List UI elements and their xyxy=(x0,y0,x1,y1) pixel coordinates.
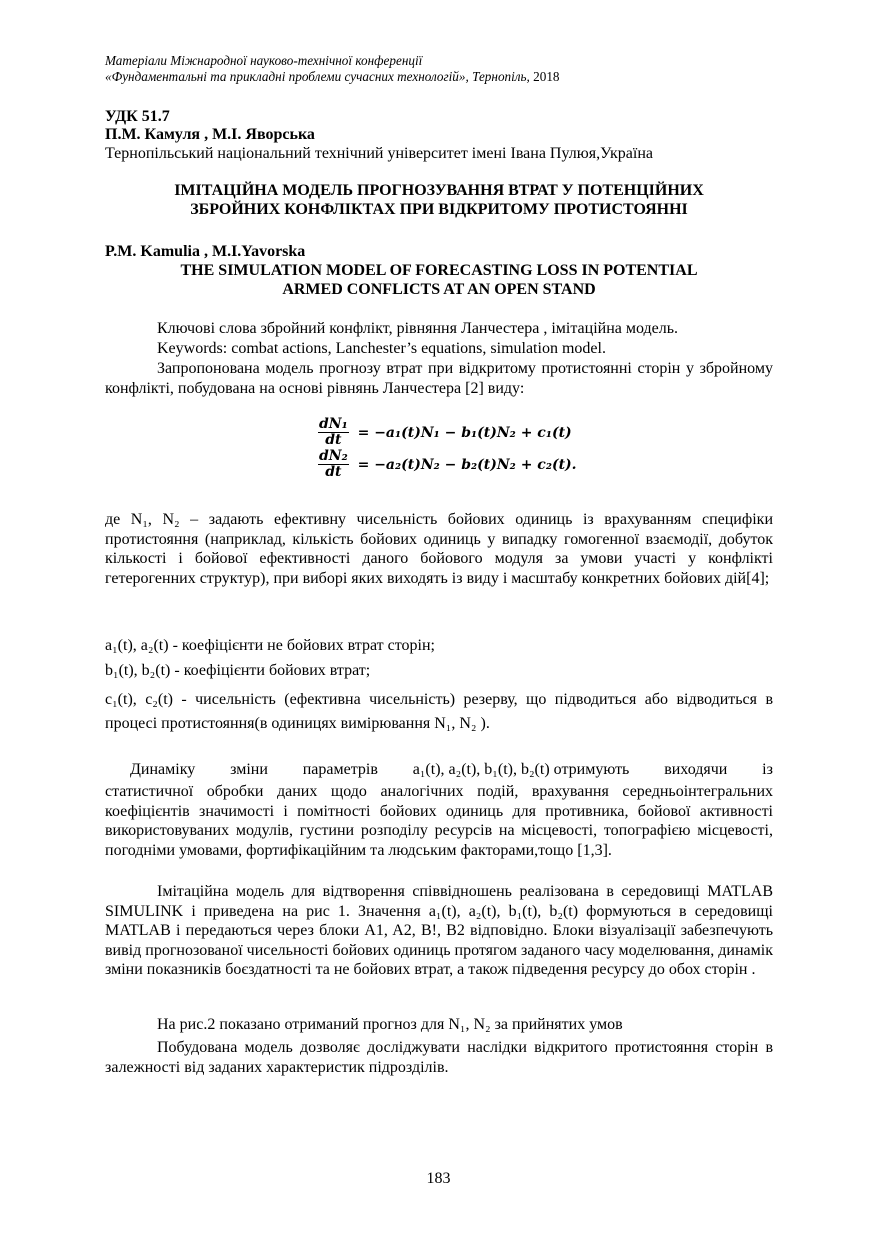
dynamics-first-line xyxy=(130,760,773,780)
dynamics-word-3: параметрів xyxy=(302,761,378,778)
conference-header-line1: Матеріали Міжнародної науково-технічної конференції xyxy=(105,53,423,68)
keywords-ukrainian: Ключові слова збройний конфлікт, рівняння Ланчестера , імітаційна модель. xyxy=(157,320,679,337)
dynamics-word-1: Динаміку xyxy=(130,761,196,778)
title-english-line2: ARMED CONFLICTS AT AN OPEN STAND xyxy=(282,281,596,298)
title-english-line1: THE SIMULATION MODEL OF FORECASTING LOSS IN POTENTIAL xyxy=(180,262,698,279)
equation-2-rhs: = −a₂(t)N₂ − b₂(t)N₂ + c₂(t). xyxy=(357,456,577,473)
equation-1 xyxy=(318,417,572,448)
affiliation: Тернопільський національний технічний університет імені Івана Пулюя,Україна xyxy=(105,145,653,162)
udk-code: УДК 51.7 xyxy=(105,108,170,125)
coefficient-b: b₁(t), b₂(t) - коефіцієнти бойових втрат; xyxy=(105,662,371,679)
conference-header-name: «Фундаментальні та прикладні проблеми сучасних технологій», Тернопіль, xyxy=(105,69,530,84)
title-ukrainian-line1: ІМІТАЦІЙНА МОДЕЛЬ ПРОГНОЗУВАННЯ ВТРАТ У ПОТЕНЦІЙНИХ xyxy=(174,182,704,199)
definition-paragraph: де N₁, N₂ – задають ефективну чисельність бойових одиниць із врахуванням специфіки протистояння (наприклад, кількість бойових одиниць у випадку гомогенної взаємодії, добуток кількості і бойової ефективності даного бойового модуля за умови участі у конфлікті гетерогенних структур), при виборі яких виходять із виду і масштабу конкретних бойових дій[4]; xyxy=(105,511,773,587)
page-number: 183 xyxy=(426,1170,451,1187)
equation-2 xyxy=(318,449,577,480)
dynamics-word-6: із xyxy=(762,761,773,778)
authors-english: P.M. Kamulia , M.I.Yavorska xyxy=(105,243,306,260)
dynamics-word-4: a₁(t), a₂(t), b₁(t), b₂(t) отримують xyxy=(412,761,630,778)
conference-header-line2 xyxy=(105,68,560,85)
equation-1-numerator: dN₁ xyxy=(319,416,348,432)
conference-year: 2018 xyxy=(533,69,560,84)
conclusion-paragraph: Побудована модель дозволяє досліджувати наслідки відкритого протистояння сторін в залежності від заданих характеристик підрозділів. xyxy=(105,1039,773,1076)
authors-ukrainian: П.М. Камуля , М.І. Яворська xyxy=(105,126,315,143)
intro-paragraph: Запропонована модель прогнозу втрат при відкритому протистоянні сторін у збройному конфлікті, побудована на основі рівнянь Ланчестера [2] виду: xyxy=(105,360,773,397)
equation-2-fraction xyxy=(318,449,349,480)
simulation-paragraph: Імітаційна модель для відтворення співвідношень реалізована в середовищі MATLAB SIMULINK і приведена на рис 1. Значення a₁(t), a₂(t), b₁(t), b₂(t) формуються в середовищі MATLAB і передаються через блоки A1, A2, B!, B2 відповідно. Блоки візуалізації забезпечують вивід прогнозованої чисельності бойових одиниць протягом заданого часу моделювання, динамік зміни показників боєздатності та не бойових втрат, а також підведення ресурсу до обох сторін . xyxy=(105,883,773,978)
equation-1-rhs: = −a₁(t)N₁ − b₁(t)N₂ + c₁(t) xyxy=(357,424,572,441)
equation-2-denominator: dt xyxy=(325,464,342,480)
dynamics-paragraph: статистичної обробки даних щодо аналогічних подій, врахування середньоінтегральних коефіцієнтів значимості і помітності бойових одиниць для противника, бойової активності використовуваних модулів, густини розподілу ресурсів на місцевості, топографією місцевості, погодніми умовами, фортифікаційним та людським факторами,тощо [1,3]. xyxy=(105,783,773,859)
dynamics-word-2: зміни xyxy=(230,761,268,778)
coefficient-a: a₁(t), a₂(t) - коефіцієнти не бойових втрат сторін; xyxy=(105,637,435,654)
keywords-english: Keywords: combat actions, Lanchester’s equations, simulation model. xyxy=(157,340,606,357)
dynamics-word-5: виходячи xyxy=(664,761,728,778)
equation-1-denominator: dt xyxy=(325,432,342,448)
equation-2-numerator: dN₂ xyxy=(319,448,348,464)
figure-2-paragraph: На рис.2 показано отриманий прогноз для N₁, N₂ за прийнятих умов xyxy=(157,1016,623,1033)
coefficient-c: c₁(t), c₂(t) - чисельність (ефективна чисельність) резерву, що підводиться або відводиться в процесі протистояння(в одиницях вимірювання N₁, N₂ ). xyxy=(105,691,773,732)
equation-1-fraction xyxy=(318,417,349,448)
title-ukrainian-line2: ЗБРОЙНИХ КОНФЛІКТАХ ПРИ ВІДКРИТОМУ ПРОТИСТОЯННІ xyxy=(190,201,688,218)
